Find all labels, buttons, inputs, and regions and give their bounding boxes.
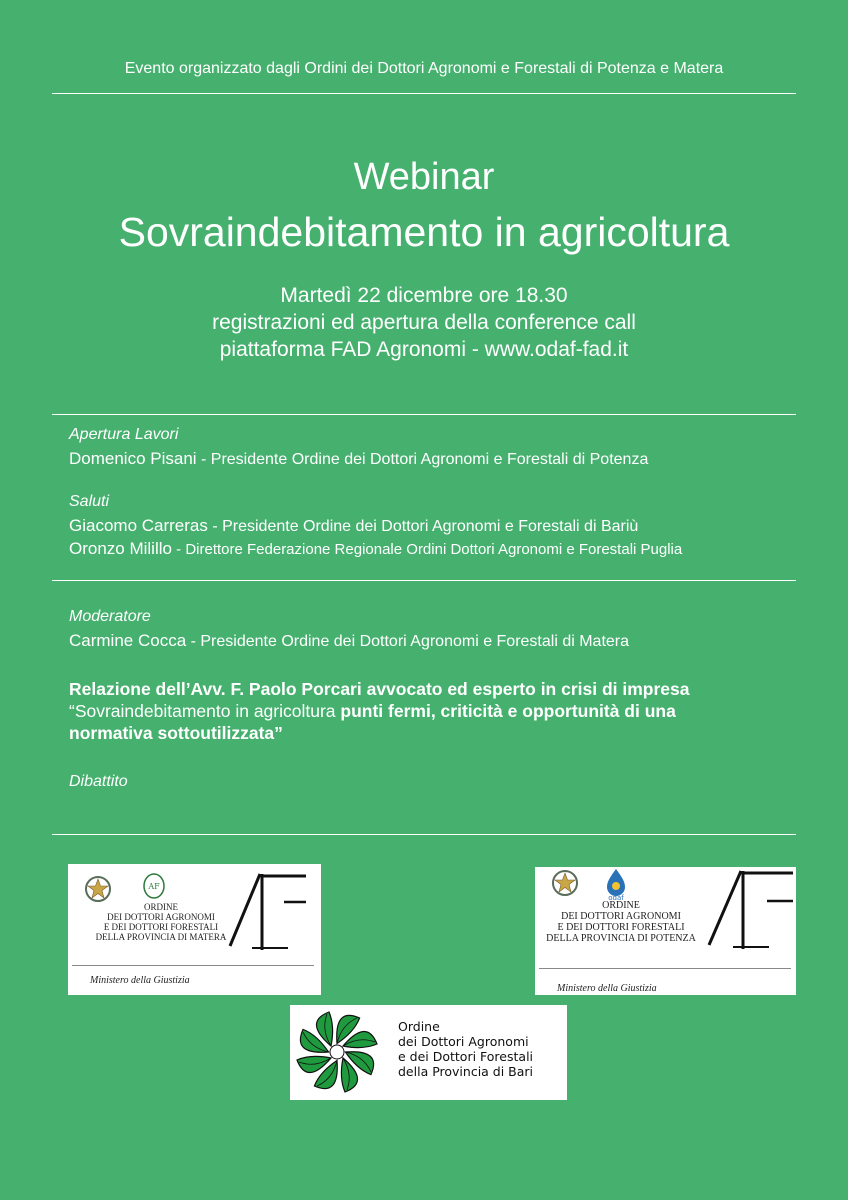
event-title: Sovraindebitamento in agricoltura xyxy=(118,209,730,255)
org-line: E DEI DOTTORI FORESTALI xyxy=(103,922,219,932)
af-emblem-logo xyxy=(703,869,795,951)
logo-divider xyxy=(72,965,314,966)
apertura-section xyxy=(69,424,809,471)
speaker-role: - Presidente Ordine dei Dottori Agronomi e Forestali di Potenza xyxy=(196,451,649,468)
logo-odaf-matera xyxy=(68,864,321,995)
speaker-name: Carmine Cocca xyxy=(69,631,187,650)
org-line: E DEI DOTTORI FORESTALI xyxy=(557,922,685,933)
divider xyxy=(52,580,796,581)
ministry-label: Ministero della Giustizia xyxy=(90,975,190,986)
relazione-section xyxy=(69,678,809,744)
org-line: DEI DOTTORI AGRONOMI xyxy=(107,912,215,922)
leaf-rosette-icon xyxy=(293,1008,381,1096)
section-label-apertura: Apertura Lavori xyxy=(69,426,179,443)
section-label-saluti: Saluti xyxy=(69,493,110,510)
seal-label: AF xyxy=(148,882,160,891)
event-registration: registrazioni ed apertura della conference call xyxy=(212,311,636,334)
logo-odaf-potenza xyxy=(535,867,796,995)
moderatore-section xyxy=(69,606,809,653)
italian-emblem-icon xyxy=(82,873,114,905)
relazione-quote: “Sovraindebitamento in agricoltura xyxy=(69,701,341,721)
event-platform: piattaforma FAD Agronomi - www.odaf-fad.it xyxy=(219,338,629,361)
organizer-line: Evento organizzato dagli Ordini dei Dottori Agronomi e Forestali di Potenza e Matera xyxy=(124,60,724,77)
ministry-label: Ministero della Giustizia xyxy=(557,983,657,994)
speaker-name: Domenico Pisani xyxy=(69,449,197,468)
divider xyxy=(52,834,796,835)
event-info xyxy=(0,282,848,363)
event-date: Martedì 22 dicembre ore 18.30 xyxy=(280,284,568,307)
org-line: ORDINE xyxy=(602,900,640,911)
speaker-name: Oronzo Milillo xyxy=(69,539,172,558)
odaf-seal-icon xyxy=(599,867,633,901)
speaker-role: - Presidente Ordine dei Dottori Agronomi e Forestali di Bariù xyxy=(207,518,639,535)
speaker-name: Giacomo Carreras xyxy=(69,516,208,535)
relazione-quote-bold: punti fermi, criticità e opportunità di una xyxy=(340,701,676,721)
divider xyxy=(52,414,796,415)
org-line: della Provincia di Bari xyxy=(398,1064,534,1079)
relazione-quote-bold: normativa sottoutilizzata” xyxy=(69,723,283,743)
event-type-title: Webinar xyxy=(353,156,495,198)
rosette-center xyxy=(330,1045,344,1059)
italian-emblem-icon xyxy=(549,867,581,899)
af-emblem-logo xyxy=(224,872,316,952)
org-line: DEI DOTTORI AGRONOMI xyxy=(561,911,681,922)
matera-org-name xyxy=(86,902,236,942)
svg-text:AF: AF xyxy=(224,872,226,873)
org-line: dei Dottori Agronomi xyxy=(398,1034,529,1049)
logo-odaf-bari xyxy=(290,1005,567,1100)
saluti-section xyxy=(69,491,809,561)
org-line: Ordine xyxy=(398,1019,440,1034)
org-line: e dei Dottori Forestali xyxy=(398,1049,534,1064)
org-line: ORDINE xyxy=(144,902,178,912)
relazione-heading: Relazione dell’Avv. F. Paolo Porcari avvocato ed esperto in crisi di impresa xyxy=(69,679,690,699)
speaker-role: - Presidente Ordine dei Dottori Agronomi e Forestali di Matera xyxy=(186,633,630,650)
bari-org-name xyxy=(398,1019,533,1079)
logo-divider xyxy=(539,968,791,969)
section-label-moderatore: Moderatore xyxy=(69,608,151,625)
speaker-role: - Direttore Federazione Regionale Ordini Dottori Agronomi e Forestali Puglia xyxy=(171,541,683,558)
seal-label: odaf xyxy=(608,894,624,901)
af-seal-icon xyxy=(142,872,166,900)
section-label-dibattito: Dibattito xyxy=(69,773,128,790)
org-line: DELLA PROVINCIA DI POTENZA xyxy=(546,933,696,944)
svg-text:AF: AF xyxy=(703,869,705,870)
org-line: DELLA PROVINCIA DI MATERA xyxy=(95,932,227,942)
potenza-org-name xyxy=(537,900,705,944)
divider xyxy=(52,93,796,94)
